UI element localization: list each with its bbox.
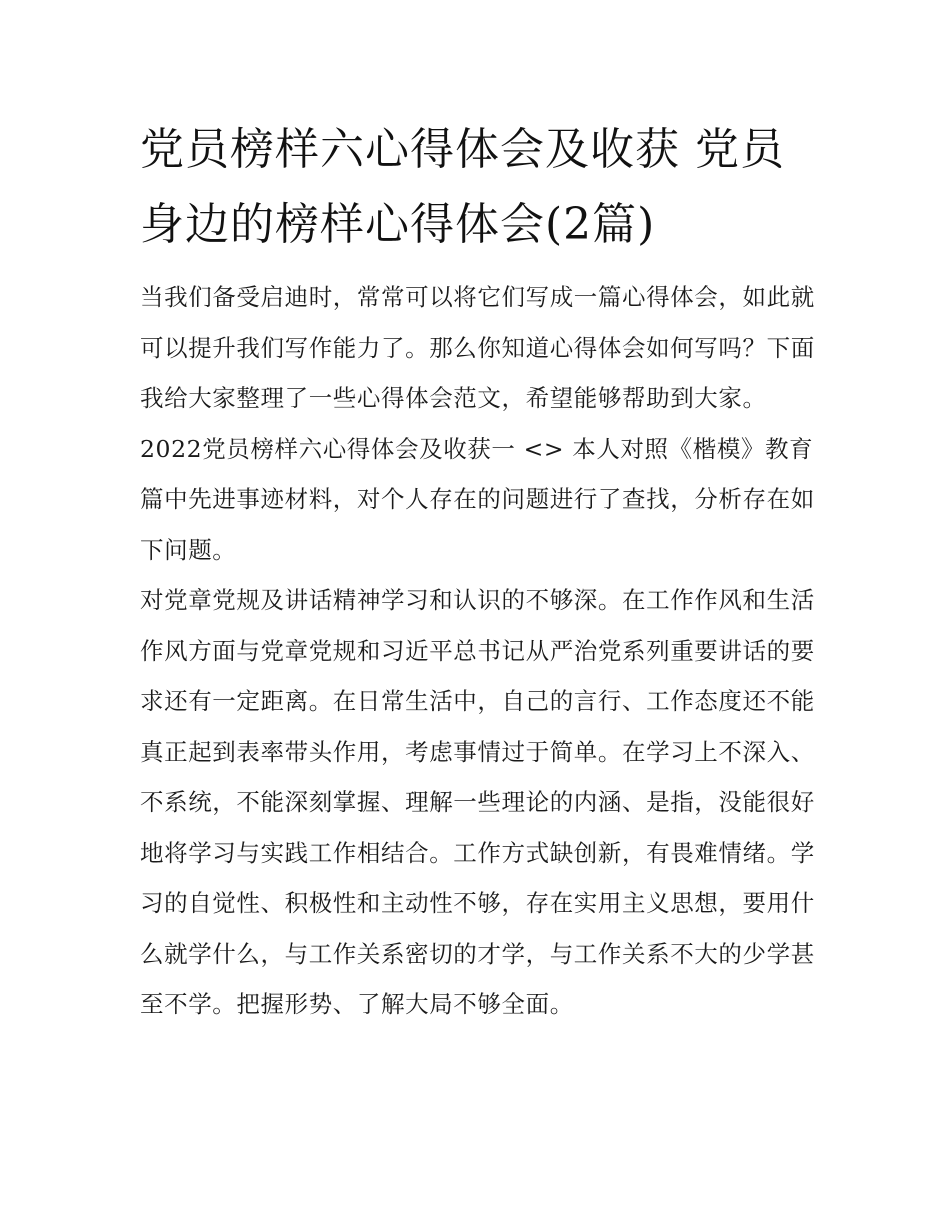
document-title: 党员榜样六心得体会及收获 党员身边的榜样心得体会(2篇) bbox=[140, 124, 785, 250]
document-body bbox=[140, 112, 815, 1030]
problem-analysis-paragraph: 对党章党规及讲话精神学习和认识的不够深。在工作作风和生活作风方面与党章党规和习近平总书记从严治党系列重要讲话的要求还有一定距离。在日常生活中，自己的言行、工作态度还不能真正起到表率带头作用，考虑事情过于简单。在学习上不深入、不系统，不能深刻掌握、理解一些理论的内涵、是指，没能很好地将学习与实践工作相结合。工作方式缺创新，有畏难情绪。学习的自觉性、积极性和主动性不够，存在实用主义思想，要用什么就学什么，与工作关系密切的才学，与工作关系不大的少学甚至不学。把握形势、了解大局不够全面。 bbox=[140, 586, 815, 1018]
intro-paragraph: 当我们备受启迪时，常常可以将它们写成一篇心得体会，如此就可以提升我们写作能力了。那么你知道心得体会如何写吗？下面我给大家整理了一些心得体会范文，希望能够帮助到大家。 bbox=[140, 283, 815, 412]
section-one-paragraph: 2022党员榜样六心得体会及收获一 <> 本人对照《楷模》教育篇中先进事迹材料，对个人存在的问题进行了查找，分析存在如下问题。 bbox=[140, 434, 815, 564]
